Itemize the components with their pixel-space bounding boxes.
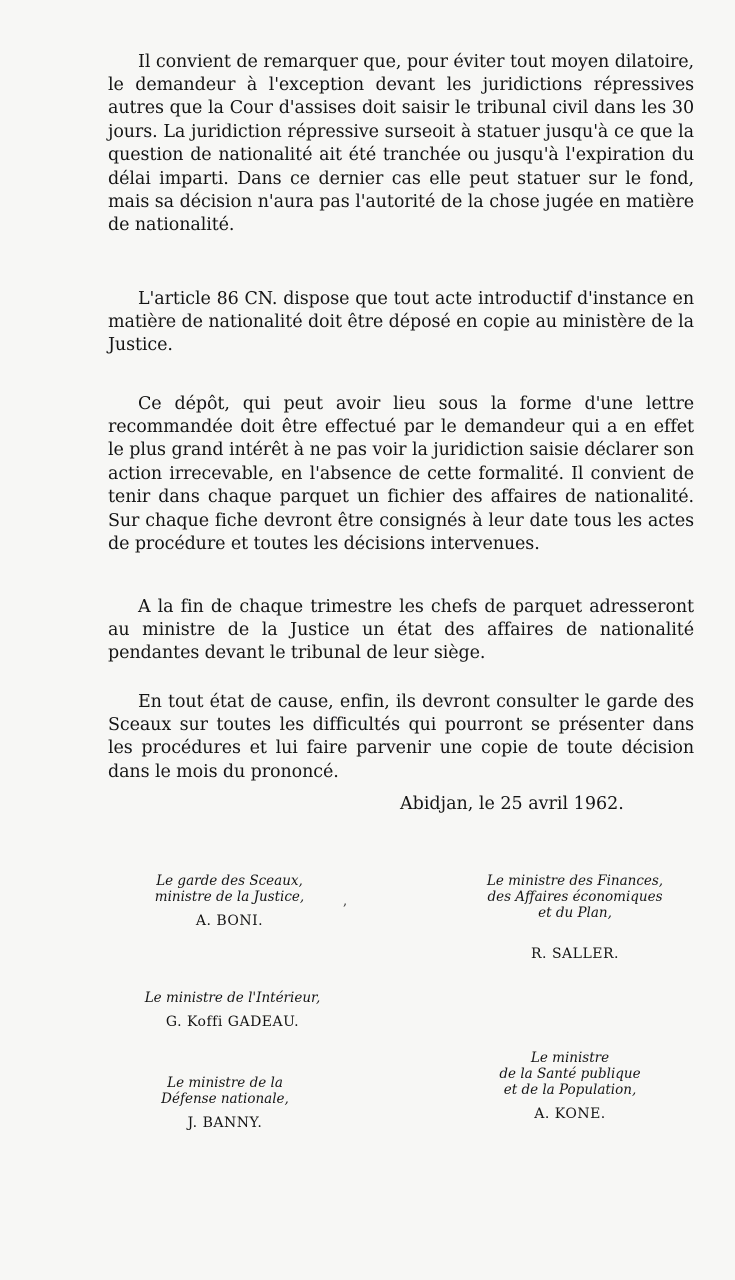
stray-mark: , (343, 894, 348, 909)
paragraph-consultation: En tout état de cause, enfin, ils devront consulter le garde des Sceaux sur toutes les difficultés qui pourront se présenter dans les procédures et lui faire parvenir une copie de toute décision dans le mois du prononcé. (108, 691, 694, 782)
signature-block-defense (120, 1075, 330, 1132)
signatory-title: Le ministre de l'Intérieur, (144, 990, 321, 1006)
dateline: Abidjan, le 25 avril 1962. (400, 794, 624, 814)
signatory-name: J. BANNY. (187, 1115, 263, 1131)
signatory-title: Le garde des Sceaux, ministre de la Justice, (154, 873, 305, 905)
paragraph-delay-rule: Il convient de remarquer que, pour éviter tout moyen dilatoire, le demandeur à l'exception devant les juridictions répressives autres que la Cour d'assises doit saisir le tribunal civil dans les 30 jours. La juridiction répressive surseoit à statuer jusqu'à ce que la question de nationalité ait été tranchée ou jusqu'à l'expiration du délai imparti. Dans ce dernier cas elle peut statuer sur le fond, mais sa décision n'aura pas l'autorité de la chose jugée en matière de nationalité. (108, 51, 694, 236)
signatory-name: R. SALLER. (531, 946, 619, 962)
signature-block-finances (440, 873, 710, 963)
signatory-title: Le ministre des Finances, des Affaires économiques et du Plan, (486, 873, 664, 921)
paragraph-article-86: L'article 86 CN. dispose que tout acte introductif d'instance en matière de nationalité doit être déposé en copie au ministère de la Justice. (108, 288, 694, 356)
signatory-name: A. BONI. (195, 913, 264, 929)
signatory-title: Le ministre de la Santé publique et de la Population, (499, 1050, 641, 1098)
paragraph-quarterly-report: A la fin de chaque trimestre les chefs de parquet adresseront au ministre de la Justice un état des affaires de nationalité pendantes devant le tribunal de leur siège. (108, 596, 694, 664)
signature-block-interior (95, 990, 370, 1031)
paragraph-deposit: Ce dépôt, qui peut avoir lieu sous la forme d'une lettre recommandée doit être effectué par le demandeur qui a en effet le plus grand intérêt à ne pas voir la juridiction saisie déclarer son action irrecevable, en l'absence de cette formalité. Il convient de tenir dans chaque parquet un fichier des affaires de nationalité. Sur chaque fiche devront être consignés à leur date tous les actes de procédure et toutes les décisions intervenues. (108, 393, 694, 554)
signature-block-health (455, 1050, 685, 1123)
signatory-name: A. KONE. (534, 1106, 606, 1122)
signature-block-justice (122, 873, 337, 930)
signatory-name: G. Koffi GADEAU. (165, 1014, 300, 1030)
signatory-title: Le ministre de la Défense nationale, (161, 1075, 289, 1107)
